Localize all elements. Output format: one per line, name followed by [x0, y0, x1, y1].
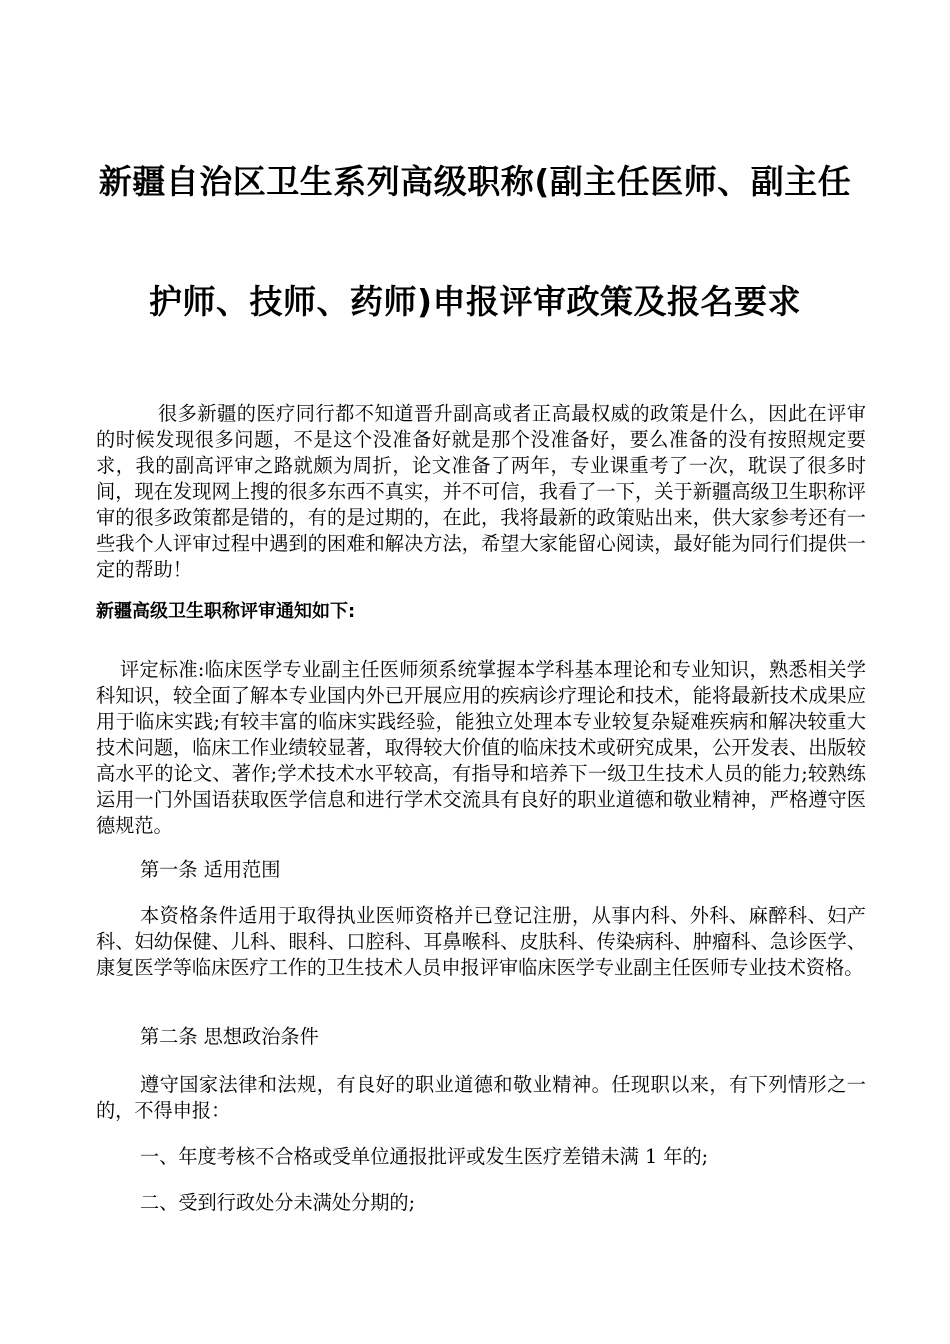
list-item: 二、受到行政处分未满处分期的; — [140, 1191, 416, 1214]
document-title-line-1: 新疆自治区卫生系列高级职称(副主任医师、副主任 — [98, 162, 852, 201]
article-1-body: 本资格条件适用于取得执业医师资格并已登记注册，从事内科、外科、麻醉科、妇产科、妇幼保健、儿科、眼科、口腔科、耳鼻喉科、皮肤科、传染病科、肿瘤科、急诊医学、康复医学等临床医疗工作的卫生技术人员申报评审临床医学专业副主任医师专业技术资格。 — [96, 904, 866, 979]
document-title-line-2: 护师、技师、药师)申报评审政策及报名要求 — [148, 282, 802, 321]
list-item: 一、年度考核不合格或受单位通报批评或发生医疗差错未满 1 年的; — [140, 1145, 709, 1168]
notice-heading: 新疆高级卫生职称评审通知如下: — [96, 601, 356, 622]
article-2-heading: 第二条 思想政治条件 — [140, 1025, 319, 1048]
intro-paragraph: 很多新疆的医疗同行都不知道晋升副高或者正高最权威的政策是什么，因此在评审的时候发现很多问题，不是这个没准备好就是那个没准备好，要么准备的没有按照规定要求，我的副高评审之路就颇为周折，论文准备了两年，专业课重考了一次，耽误了很多时间，现在发现网上搜的很多东西不真实，并不可信，我看了一下，关于新疆高级卫生职称评审的很多政策都是错的，有的是过期的，在此，我将最新的政策贴出来，供大家参考还有一些我个人评审过程中遇到的困难和解决方法，希望大家能留心阅读，最好能为同行们提供一定的帮助！ — [96, 402, 866, 581]
article-2-body: 遵守国家法律和法规，有良好的职业道德和敬业精神。任现职以来，有下列情形之一的，不得申报： — [96, 1073, 866, 1122]
article-1-heading: 第一条 适用范围 — [140, 858, 281, 881]
evaluation-standard-paragraph: 评定标准:临床医学专业副主任医师须系统掌握本学科基本理论和专业知识，熟悉相关学科知识，较全面了解本专业国内外已开展应用的疾病诊疗理论和技术，能将最新技术成果应用于临床实践;有较丰富的临床实践经验，能独立处理本专业较复杂疑难疾病和解决较重大技术问题，临床工作业绩较显著，取得较大价值的临床技术或研究成果，公开发表、出版较高水平的论文、著作;学术技术水平较高，有指导和培养下一级卫生技术人员的能力;较熟练运用一门外国语获取医学信息和进行学术交流具有良好的职业道德和敬业精神，严格遵守医德规范。 — [96, 658, 866, 837]
